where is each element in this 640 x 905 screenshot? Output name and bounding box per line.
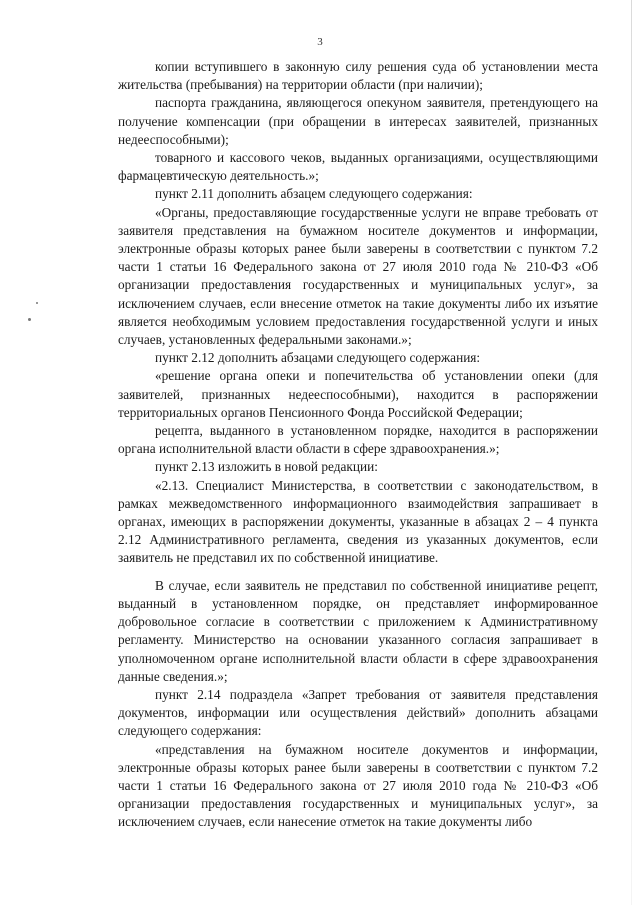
paragraph-clause-2-11-intro: пункт 2.11 дополнить абзацем следующего содержания:: [155, 186, 473, 202]
scan-dot-mark: [28, 318, 31, 321]
paragraph-court-decision-copy: копии вступившего в законную силу решения суда об установлении места жительства (пребывания) на территории области (при наличии);: [118, 59, 598, 93]
page-number: 3: [317, 36, 323, 48]
document-body: [118, 58, 598, 832]
paragraph-clause-2-14-intro: пункт 2.14 подраздела «Запрет требования от заявителя представления документов, информации или осуществления действий» дополнить абзацами следующего содержания:: [118, 686, 598, 739]
paragraph-clause-2-12-intro: пункт 2.12 дополнить абзацами следующего содержания:: [155, 350, 481, 366]
paragraph-prescription: рецепта, выданного в установленном порядке, находится в распоряжении органа исполнительной власти области в сфере здравоохранения.»;: [118, 423, 598, 457]
paragraph-pharmacy-receipts: товарного и кассового чеков, выданных организациями, осуществляющими фармацевтическую деятельность.»;: [118, 150, 598, 184]
paragraph-guardianship-decision: «решение органа опеки и попечительства об установлении опеки (для заявителей, признанных недееспособными), находится в распоряжении территориальных органов Пенсионного Фонда Российской Федерации;: [118, 368, 598, 420]
paragraph-consent: В случае, если заявитель не представил по собственной инициативе рецепт, выданный в установленном порядке, он представляет информированное добровольное согласие в соответствии с приложением к Административному регламенту. Министерство на основании указанного согласия запрашивает в уполномоченном органе исполнительной власти области в сфере здравоохранения данные сведения.»;: [118, 577, 598, 684]
paragraph-guardian-passport: паспорта гражданина, являющегося опекуном заявителя, претендующего на получение компенсации (при обращении в интересах заявителей, признанных недееспособными);: [118, 95, 598, 147]
scan-edge-line: [631, 0, 632, 905]
scan-dot-mark: [36, 302, 38, 304]
paragraph-clause-2-11-text: «Органы, предоставляющие государственные услуги не вправе требовать от заявителя представления на бумажном носителе документов и информации, электронные образы которых ранее были заверены в соответствии с пунктом 7.2 части 1 статьи 16 Федерального закона от 27 июля 2010 года № 210-ФЗ «Об организации предоставления государственных и муниципальных услуг», за исключением случаев, если внесение отметок на такие документы либо их изъятие является необходимым условием предоставления государственной услуги и иных случаев, установленных федеральными законами.»;: [118, 204, 598, 348]
paragraph-clause-2-13-intro: пункт 2.13 изложить в новой редакции:: [155, 459, 378, 475]
paragraph-clause-2-14-text: «представления на бумажном носителе документов и информации, электронные образы которых ранее были заверены в соответствии с пунктом 7.2 части 1 статьи 16 Федерального закона от 27 июля 2010 года № 210-ФЗ «Об организации предоставления государственных и муниципальных услуг», за исключением случаев, если нанесение отметок на такие документы либо: [118, 741, 598, 830]
paragraph-clause-2-13-text: «2.13. Специалист Министерства, в соответствии с законодательством, в рамках межведомственного информационного взаимодействия запрашивает в органах, имеющих в распоряжении документы, указанные в абзацах 2 – 4 пункта 2.12 Административного регламента, сведения из указанных документов, если заявитель не представил их по собственной инициативе.: [118, 477, 598, 566]
